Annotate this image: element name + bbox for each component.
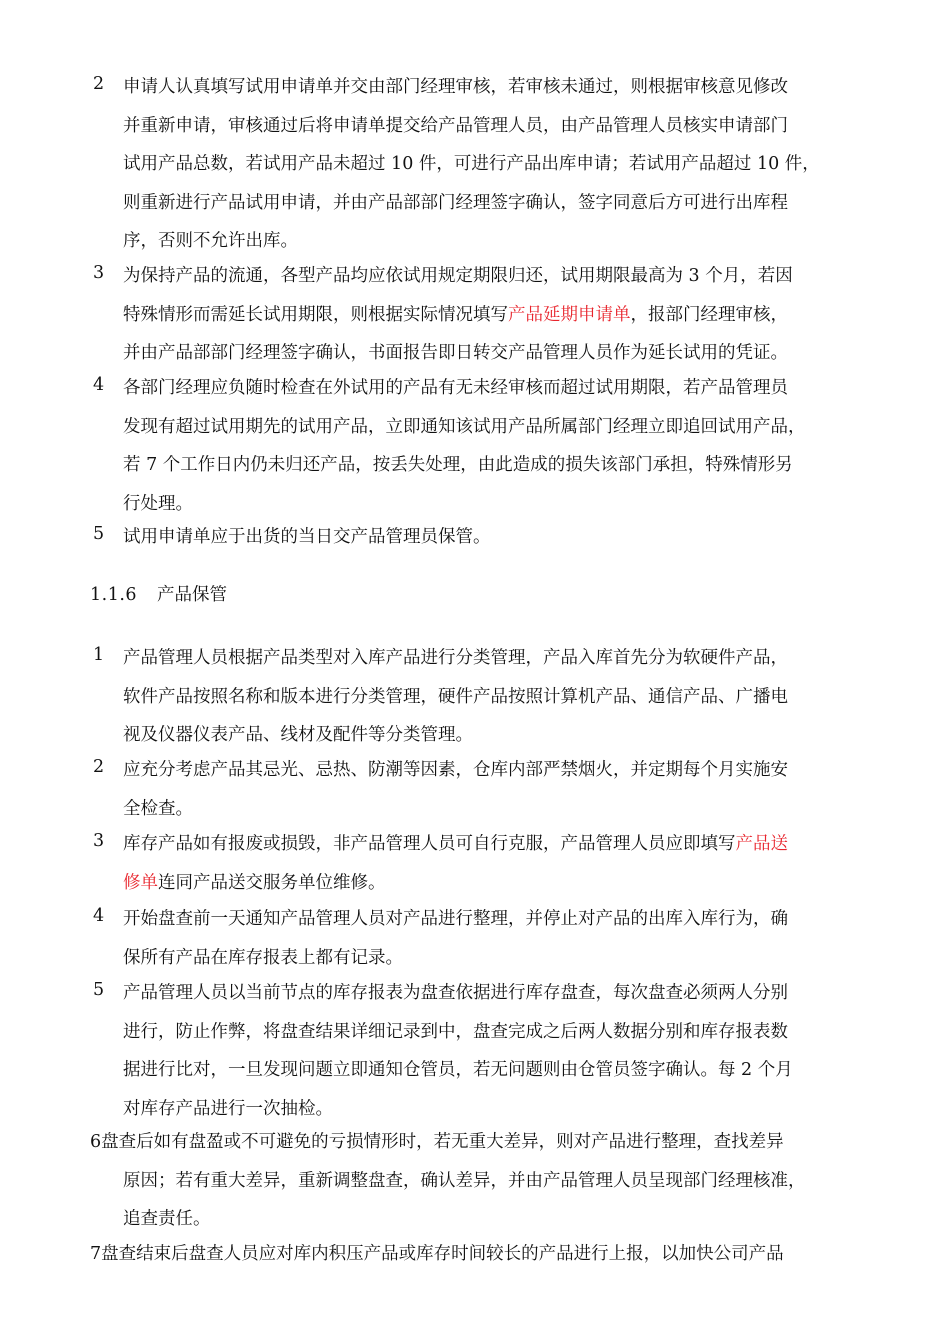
paragraph-line: 为保持产品的流通，各型产品均应依试用规定期限归还，试用期限最高为 3 个月，若因 bbox=[123, 266, 793, 286]
text-run: 库存产品如有报废或损毁，非产品管理人员可自行克服，产品管理人员应即填写 bbox=[123, 834, 736, 854]
paragraph-line: 据进行比对，一旦发现问题立即通知仓管员，若无问题则由仓管员签字确认。每 2 个月 bbox=[123, 1060, 793, 1080]
paragraph-line bbox=[90, 302, 870, 341]
list-item bbox=[90, 831, 870, 908]
list-item bbox=[90, 980, 870, 1134]
section-title: 产品保管 bbox=[157, 585, 228, 605]
list-item bbox=[90, 524, 870, 563]
section-number: 1.1.6 bbox=[90, 585, 138, 605]
paragraph-line: 申请人认真填写试用申请单并交由部门经理审核，若审核未通过，则根据审核意见修改 bbox=[123, 77, 788, 97]
paragraph-line: 保所有产品在库存报表上都有记录。 bbox=[123, 947, 403, 968]
paragraph-line bbox=[90, 1129, 870, 1168]
paragraph-line: 各部门经理应负随时检查在外试用的产品有无未经审核而超过试用期限，若产品管理员 bbox=[123, 378, 788, 398]
paragraph-line: 试用申请单应于出货的当日交产品管理员保管。 bbox=[123, 527, 491, 547]
list-item bbox=[90, 74, 870, 267]
text-run: ，报部门经理审核， bbox=[630, 304, 788, 325]
paragraph-line: 对库存产品进行一次抽检。 bbox=[123, 1098, 333, 1119]
paragraph-line: 试用产品总数，若试用产品未超过 10 件，可进行产品出库申请；若试用产品超过 10 件， bbox=[123, 154, 820, 174]
paragraph-line bbox=[90, 1241, 870, 1280]
paragraph-line: 产品管理人员根据产品类型对入库产品进行分类管理，产品入库首先分为软硬件产品， bbox=[123, 648, 788, 668]
paragraph-line: 软件产品按照名称和版本进行分类管理，硬件产品按照计算机产品、通信产品、广播电 bbox=[123, 686, 788, 707]
item-number: 2 bbox=[93, 757, 105, 777]
paragraph-line: 开始盘查前一天通知产品管理人员对产品进行整理，并停止对产品的出库入库行为，确 bbox=[123, 909, 788, 929]
paragraph-line: 发现有超过试用期先的试用产品，立即通知该试用产品所属部门经理立即追回试用产品， bbox=[123, 416, 806, 437]
list-item bbox=[90, 375, 870, 529]
paragraph-line: 若 7 个工作日内仍未归还产品，按丢失处理，由此造成的损失该部门承担，特殊情形另 bbox=[123, 455, 793, 475]
item-number: 4 bbox=[93, 906, 105, 926]
list-item bbox=[90, 906, 870, 983]
item-number: 3 bbox=[93, 831, 105, 851]
paragraph-line: 全检查。 bbox=[123, 798, 193, 819]
paragraph-line: 并重新申请，审核通过后将申请单提交给产品管理人员，由产品管理人员核实申请部门 bbox=[123, 115, 788, 136]
item-number: 3 bbox=[93, 263, 105, 283]
paragraph-line: 则重新进行产品试用申请，并由产品部部门经理签字确认，签字同意后方可进行出库程 bbox=[123, 192, 788, 213]
paragraph-line: 并由产品部部门经理签字确认，书面报告即日转交产品管理人员作为延长试用的凭证。 bbox=[123, 343, 788, 363]
text-run: 盘查后如有盘盈或不可避免的亏损情形时，若无重大差异，则对产品进行整理，查找差异 bbox=[101, 1132, 784, 1152]
paragraph-line: 序，否则不允许出库。 bbox=[123, 231, 298, 251]
item-number: 4 bbox=[93, 375, 105, 395]
paragraph-line: 原因；若有重大差异，重新调整盘查，确认差异，并由产品管理人员呈现部门经理核准， bbox=[123, 1170, 806, 1191]
form-name-highlight: 修单 bbox=[123, 872, 158, 893]
paragraph-line: 进行，防止作弊，将盘查结果详细记录到中，盘查完成之后两人数据分别和库存报表数 bbox=[123, 1021, 788, 1042]
list-item bbox=[90, 645, 870, 761]
text-run: 特殊情形而需延长试用期限，则根据实际情况填写 bbox=[123, 304, 508, 325]
form-name-highlight: 产品延期申请单 bbox=[508, 304, 631, 325]
paragraph-line bbox=[90, 831, 870, 870]
item-number: 5 bbox=[93, 524, 105, 544]
paragraph-line bbox=[90, 870, 870, 909]
paragraph-line: 产品管理人员以当前节点的库存报表为盘查依据进行库存盘查，每次盘查必须两人分别 bbox=[123, 983, 788, 1003]
form-name-highlight: 产品送 bbox=[735, 834, 788, 854]
text-run: 盘查结束后盘查人员应对库内积压产品或库存时间较长的产品进行上报，以加快公司产品 bbox=[101, 1244, 784, 1264]
paragraph-line: 视及仪器仪表产品、线材及配件等分类管理。 bbox=[123, 725, 473, 745]
list-item bbox=[90, 1129, 870, 1245]
list-item bbox=[90, 1241, 870, 1280]
paragraph-line: 行处理。 bbox=[123, 493, 193, 514]
item-number: 6 bbox=[90, 1132, 102, 1152]
item-number: 1 bbox=[93, 645, 105, 665]
section-heading bbox=[90, 582, 227, 608]
text-run: 连同产品送交服务单位维修。 bbox=[158, 872, 386, 893]
paragraph-line: 应充分考虑产品其忌光、忌热、防潮等因素，仓库内部严禁烟火，并定期每个月实施安 bbox=[123, 760, 788, 780]
list-item bbox=[90, 263, 870, 379]
item-number: 5 bbox=[93, 980, 105, 1000]
list-item bbox=[90, 757, 870, 834]
paragraph-line: 追查责任。 bbox=[123, 1209, 211, 1229]
item-number: 7 bbox=[90, 1244, 102, 1264]
item-number: 2 bbox=[93, 74, 105, 94]
